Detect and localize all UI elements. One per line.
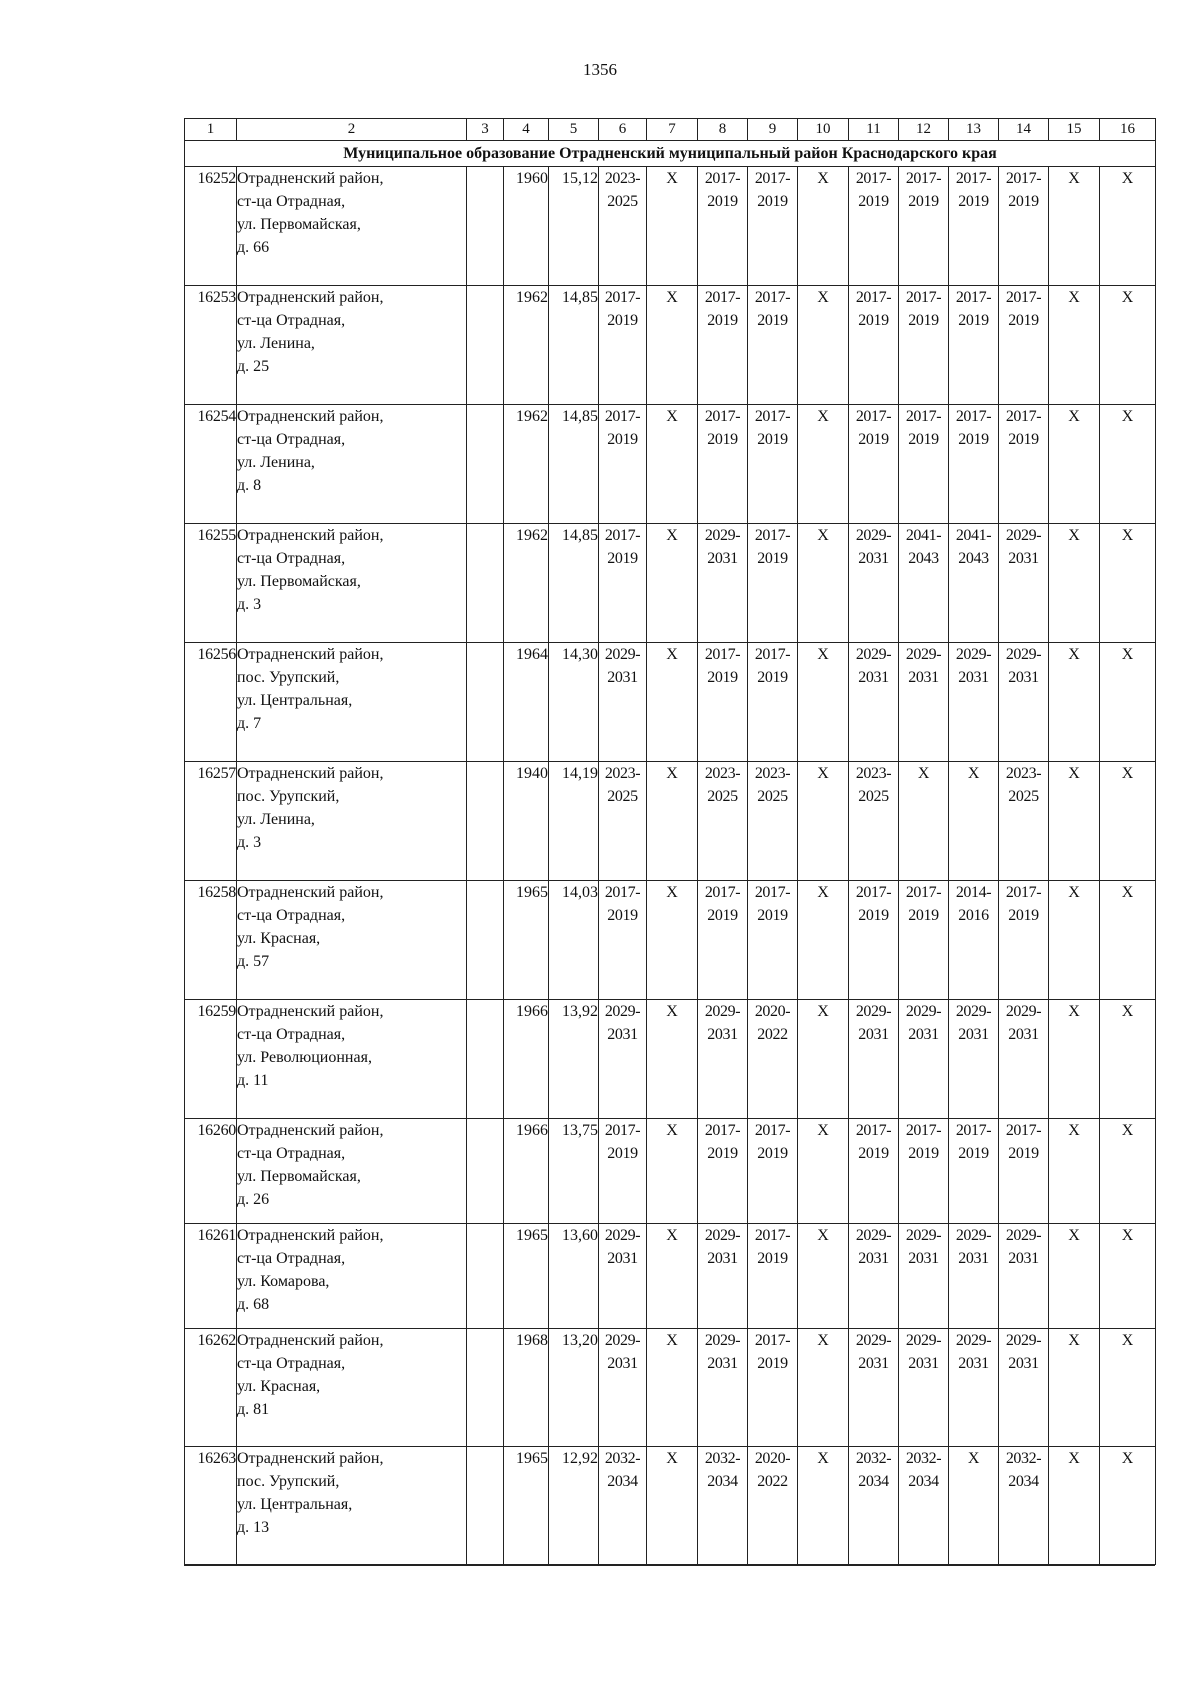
period-cell: 2029- 2031 xyxy=(698,1224,748,1329)
mark-cell: X xyxy=(647,1329,698,1447)
column-number-row xyxy=(185,119,1156,141)
mark-cell: X xyxy=(647,762,698,881)
value-cell: 14,85 xyxy=(549,405,599,524)
mark-cell: X xyxy=(1100,881,1156,1000)
mark-cell: X xyxy=(647,643,698,762)
mark-cell: X xyxy=(1049,762,1100,881)
record-id: 16260 xyxy=(185,1119,237,1224)
period-cell: 2017- 2019 xyxy=(899,286,949,405)
table-row xyxy=(185,524,1156,643)
mark-cell: X xyxy=(647,1000,698,1119)
year-cell: 1966 xyxy=(504,1000,549,1119)
value-cell: 13,92 xyxy=(549,1000,599,1119)
table-row xyxy=(185,1447,1156,1565)
period-cell: 2017- 2019 xyxy=(849,405,899,524)
period-cell: 2029- 2031 xyxy=(599,643,647,762)
address-cell: Отрадненский район, ст-ца Отрадная, ул. Ленина, д. 8 xyxy=(237,405,467,524)
address-cell: Отрадненский район, ст-ца Отрадная, ул. Комарова, д. 68 xyxy=(237,1224,467,1329)
empty-cell xyxy=(467,405,504,524)
year-cell: 1962 xyxy=(504,524,549,643)
year-cell: 1962 xyxy=(504,286,549,405)
mark-cell: X xyxy=(647,405,698,524)
period-cell: 2017- 2019 xyxy=(698,1119,748,1224)
period-cell: 2017- 2019 xyxy=(899,167,949,286)
column-number: 1 xyxy=(185,119,237,141)
period-cell: 2017- 2019 xyxy=(599,524,647,643)
column-number: 11 xyxy=(849,119,899,141)
period-cell: 2017- 2019 xyxy=(748,881,798,1000)
period-cell: 2029- 2031 xyxy=(899,1000,949,1119)
value-cell: 15,12 xyxy=(549,167,599,286)
record-id: 16257 xyxy=(185,762,237,881)
period-cell: 2017- 2019 xyxy=(698,881,748,1000)
value-cell: 14,03 xyxy=(549,881,599,1000)
mark-cell: X xyxy=(798,1329,849,1447)
mark-cell: X xyxy=(647,1447,698,1565)
period-cell: 2029- 2031 xyxy=(849,524,899,643)
mark-cell: X xyxy=(798,286,849,405)
mark-cell: X xyxy=(1049,643,1100,762)
period-cell: 2017- 2019 xyxy=(748,524,798,643)
period-cell: 2017- 2019 xyxy=(999,167,1049,286)
period-cell: 2029- 2031 xyxy=(599,1224,647,1329)
mark-cell: X xyxy=(1100,1119,1156,1224)
column-number: 8 xyxy=(698,119,748,141)
period-cell: 2023- 2025 xyxy=(599,762,647,881)
period-cell: 2032- 2034 xyxy=(698,1447,748,1565)
mark-cell: X xyxy=(647,524,698,643)
column-number: 10 xyxy=(798,119,849,141)
column-number: 9 xyxy=(748,119,798,141)
period-cell: 2017- 2019 xyxy=(698,286,748,405)
period-cell: 2017- 2019 xyxy=(999,405,1049,524)
column-number: 15 xyxy=(1049,119,1100,141)
period-cell: 2029- 2031 xyxy=(599,1329,647,1447)
empty-cell xyxy=(467,1447,504,1565)
period-cell: 2029- 2031 xyxy=(999,524,1049,643)
period-cell: 2017- 2019 xyxy=(999,881,1049,1000)
period-cell: 2029- 2031 xyxy=(999,1224,1049,1329)
period-cell: 2017- 2019 xyxy=(849,167,899,286)
address-cell: Отрадненский район, пос. Урупский, ул. Центральная, д. 13 xyxy=(237,1447,467,1565)
period-cell: 2029- 2031 xyxy=(599,1000,647,1119)
record-id: 16256 xyxy=(185,643,237,762)
table-row xyxy=(185,643,1156,762)
period-cell: 2017- 2019 xyxy=(748,1119,798,1224)
period-cell: 2017- 2019 xyxy=(899,1119,949,1224)
year-cell: 1968 xyxy=(504,1329,549,1447)
period-cell: 2023- 2025 xyxy=(698,762,748,881)
mark-cell: X xyxy=(1049,1119,1100,1224)
mark-cell: X xyxy=(647,881,698,1000)
mark-cell: X xyxy=(798,1447,849,1565)
mark-cell: X xyxy=(1049,524,1100,643)
period-cell: 2029- 2031 xyxy=(849,1224,899,1329)
period-cell: 2023- 2025 xyxy=(999,762,1049,881)
period-cell: 2017- 2019 xyxy=(999,286,1049,405)
period-cell: 2029- 2031 xyxy=(949,1329,999,1447)
table-row xyxy=(185,286,1156,405)
mark-cell: X xyxy=(798,1119,849,1224)
column-number: 6 xyxy=(599,119,647,141)
address-cell: Отрадненский район, ст-ца Отрадная, ул. Ленина, д. 25 xyxy=(237,286,467,405)
mark-cell: X xyxy=(798,405,849,524)
mark-cell: X xyxy=(798,762,849,881)
record-id: 16262 xyxy=(185,1329,237,1447)
period-cell: 2017- 2019 xyxy=(599,881,647,1000)
record-id: 16261 xyxy=(185,1224,237,1329)
record-id: 16263 xyxy=(185,1447,237,1565)
mark-cell: X xyxy=(1049,1000,1100,1119)
period-cell: X xyxy=(899,762,949,881)
period-cell: 2041- 2043 xyxy=(949,524,999,643)
empty-cell xyxy=(467,762,504,881)
period-cell: 2023- 2025 xyxy=(849,762,899,881)
column-number: 2 xyxy=(237,119,467,141)
address-cell: Отрадненский район, ст-ца Отрадная, ул. Первомайская, д. 26 xyxy=(237,1119,467,1224)
mark-cell: X xyxy=(1049,1329,1100,1447)
empty-cell xyxy=(467,167,504,286)
period-cell: 2017- 2019 xyxy=(899,881,949,1000)
period-cell: 2029- 2031 xyxy=(698,1329,748,1447)
column-number: 7 xyxy=(647,119,698,141)
mark-cell: X xyxy=(798,881,849,1000)
period-cell: 2017- 2019 xyxy=(849,286,899,405)
column-number: 4 xyxy=(504,119,549,141)
year-cell: 1960 xyxy=(504,167,549,286)
mark-cell: X xyxy=(1100,524,1156,643)
year-cell: 1965 xyxy=(504,881,549,1000)
table-row xyxy=(185,167,1156,286)
address-cell: Отрадненский район, пос. Урупский, ул. Центральная, д. 7 xyxy=(237,643,467,762)
column-number: 13 xyxy=(949,119,999,141)
value-cell: 13,60 xyxy=(549,1224,599,1329)
period-cell: 2029- 2031 xyxy=(949,643,999,762)
period-cell: 2017- 2019 xyxy=(949,167,999,286)
period-cell: 2032- 2034 xyxy=(899,1447,949,1565)
period-cell: 2041- 2043 xyxy=(899,524,949,643)
year-cell: 1965 xyxy=(504,1447,549,1565)
year-cell: 1966 xyxy=(504,1119,549,1224)
mark-cell: X xyxy=(798,167,849,286)
empty-cell xyxy=(467,1329,504,1447)
value-cell: 14,19 xyxy=(549,762,599,881)
record-id: 16259 xyxy=(185,1000,237,1119)
period-cell: 2017- 2019 xyxy=(949,286,999,405)
mark-cell: X xyxy=(647,167,698,286)
period-cell: 2023- 2025 xyxy=(748,762,798,881)
period-cell: 2029- 2031 xyxy=(899,643,949,762)
record-id: 16255 xyxy=(185,524,237,643)
record-id: 16252 xyxy=(185,167,237,286)
period-cell: 2029- 2031 xyxy=(698,1000,748,1119)
period-cell: 2029- 2031 xyxy=(999,1000,1049,1119)
period-cell: 2029- 2031 xyxy=(999,1329,1049,1447)
record-id: 16258 xyxy=(185,881,237,1000)
period-cell: 2029- 2031 xyxy=(949,1000,999,1119)
section-header-row xyxy=(185,141,1156,167)
period-cell: 2017- 2019 xyxy=(949,405,999,524)
section-title: Муниципальное образование Отрадненский муниципальный район Краснодарского края xyxy=(185,141,1156,167)
record-id: 16254 xyxy=(185,405,237,524)
period-cell: 2017- 2019 xyxy=(599,405,647,524)
mark-cell: X xyxy=(1049,405,1100,524)
value-cell: 12,92 xyxy=(549,1447,599,1565)
mark-cell: X xyxy=(1100,1329,1156,1447)
period-cell: 2029- 2031 xyxy=(899,1329,949,1447)
address-cell: Отрадненский район, ст-ца Отрадная, ул. Первомайская, д. 3 xyxy=(237,524,467,643)
mark-cell: X xyxy=(1049,881,1100,1000)
mark-cell: X xyxy=(647,286,698,405)
period-cell: 2032- 2034 xyxy=(599,1447,647,1565)
mark-cell: X xyxy=(1100,167,1156,286)
period-cell: 2017- 2019 xyxy=(698,167,748,286)
empty-cell xyxy=(467,1000,504,1119)
period-cell: 2029- 2031 xyxy=(849,643,899,762)
table-body xyxy=(185,167,1156,1565)
mark-cell: X xyxy=(1100,1224,1156,1329)
value-cell: 13,75 xyxy=(549,1119,599,1224)
value-cell: 14,85 xyxy=(549,286,599,405)
address-cell: Отрадненский район, ст-ца Отрадная, ул. Первомайская, д. 66 xyxy=(237,167,467,286)
mark-cell: X xyxy=(1100,643,1156,762)
empty-cell xyxy=(467,524,504,643)
value-cell: 14,85 xyxy=(549,524,599,643)
table-row xyxy=(185,762,1156,881)
period-cell: 2017- 2019 xyxy=(849,881,899,1000)
mark-cell: X xyxy=(1100,405,1156,524)
period-cell: 2017- 2019 xyxy=(748,1329,798,1447)
year-cell: 1962 xyxy=(504,405,549,524)
table-row xyxy=(185,405,1156,524)
period-cell: 2017- 2019 xyxy=(849,1119,899,1224)
mark-cell: X xyxy=(1049,1447,1100,1565)
period-cell: 2029- 2031 xyxy=(849,1329,899,1447)
mark-cell: X xyxy=(1100,1000,1156,1119)
period-cell: 2032- 2034 xyxy=(999,1447,1049,1565)
mark-cell: X xyxy=(647,1119,698,1224)
year-cell: 1964 xyxy=(504,643,549,762)
mark-cell: X xyxy=(1049,286,1100,405)
empty-cell xyxy=(467,286,504,405)
period-cell: X xyxy=(949,762,999,881)
period-cell: 2023- 2025 xyxy=(599,167,647,286)
value-cell: 14,30 xyxy=(549,643,599,762)
year-cell: 1965 xyxy=(504,1224,549,1329)
address-cell: Отрадненский район, ст-ца Отрадная, ул. Революционная, д. 11 xyxy=(237,1000,467,1119)
period-cell: 2017- 2019 xyxy=(599,286,647,405)
mark-cell: X xyxy=(1100,762,1156,881)
empty-cell xyxy=(467,881,504,1000)
mark-cell: X xyxy=(1049,1224,1100,1329)
period-cell: 2014- 2016 xyxy=(949,881,999,1000)
table-row xyxy=(185,881,1156,1000)
column-number: 14 xyxy=(999,119,1049,141)
period-cell: 2017- 2019 xyxy=(748,167,798,286)
mark-cell: X xyxy=(647,1224,698,1329)
mark-cell: X xyxy=(798,1000,849,1119)
column-number: 5 xyxy=(549,119,599,141)
period-cell: 2020- 2022 xyxy=(748,1000,798,1119)
page-number: 1356 xyxy=(583,60,617,79)
period-cell: 2029- 2031 xyxy=(999,643,1049,762)
record-id: 16253 xyxy=(185,286,237,405)
year-cell: 1940 xyxy=(504,762,549,881)
empty-cell xyxy=(467,1224,504,1329)
period-cell: 2029- 2031 xyxy=(949,1224,999,1329)
mark-cell: X xyxy=(798,643,849,762)
mark-cell: X xyxy=(1049,167,1100,286)
period-cell: 2017- 2019 xyxy=(748,643,798,762)
register-table xyxy=(184,118,1156,1565)
mark-cell: X xyxy=(1100,1447,1156,1565)
mark-cell: X xyxy=(798,524,849,643)
column-number: 16 xyxy=(1100,119,1156,141)
address-cell: Отрадненский район, пос. Урупский, ул. Ленина, д. 3 xyxy=(237,762,467,881)
column-number: 3 xyxy=(467,119,504,141)
period-cell: X xyxy=(949,1447,999,1565)
period-cell: 2020- 2022 xyxy=(748,1447,798,1565)
address-cell: Отрадненский район, ст-ца Отрадная, ул. Красная, д. 57 xyxy=(237,881,467,1000)
period-cell: 2017- 2019 xyxy=(949,1119,999,1224)
period-cell: 2017- 2019 xyxy=(999,1119,1049,1224)
empty-cell xyxy=(467,1119,504,1224)
table-row xyxy=(185,1329,1156,1447)
table-row xyxy=(185,1224,1156,1329)
period-cell: 2017- 2019 xyxy=(698,405,748,524)
period-cell: 2029- 2031 xyxy=(849,1000,899,1119)
mark-cell: X xyxy=(798,1224,849,1329)
period-cell: 2017- 2019 xyxy=(748,1224,798,1329)
address-cell: Отрадненский район, ст-ца Отрадная, ул. Красная, д. 81 xyxy=(237,1329,467,1447)
period-cell: 2017- 2019 xyxy=(899,405,949,524)
period-cell: 2032- 2034 xyxy=(849,1447,899,1565)
period-cell: 2017- 2019 xyxy=(599,1119,647,1224)
period-cell: 2017- 2019 xyxy=(698,643,748,762)
period-cell: 2029- 2031 xyxy=(899,1224,949,1329)
value-cell: 13,20 xyxy=(549,1329,599,1447)
empty-cell xyxy=(467,643,504,762)
table-bottom-border xyxy=(184,1564,1155,1566)
table-row xyxy=(185,1000,1156,1119)
table-row xyxy=(185,1119,1156,1224)
column-number: 12 xyxy=(899,119,949,141)
mark-cell: X xyxy=(1100,286,1156,405)
period-cell: 2029- 2031 xyxy=(698,524,748,643)
period-cell: 2017- 2019 xyxy=(748,405,798,524)
period-cell: 2017- 2019 xyxy=(748,286,798,405)
